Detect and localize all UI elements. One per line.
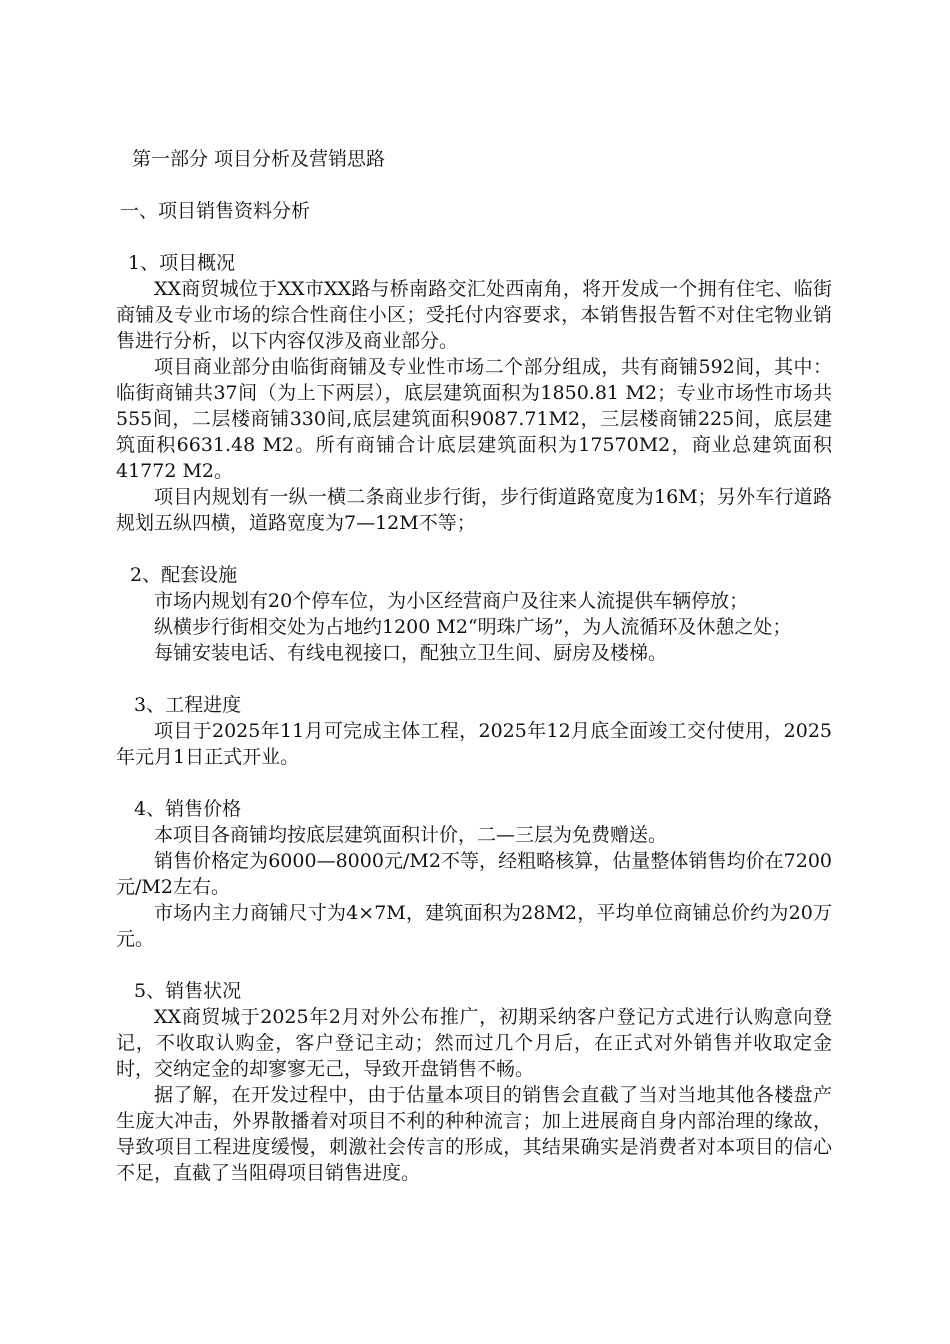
subsection-title: 2、配套设施 — [130, 564, 238, 586]
part-title: 第一部分 项目分析及营销思路 — [132, 148, 386, 170]
spacer — [116, 770, 832, 796]
paragraph: 市场内规划有20个停车位，为小区经营商户及往来人流提供车辆停放； — [154, 590, 749, 612]
section-sales-status — [116, 978, 832, 1186]
spacer — [116, 952, 832, 978]
paragraph: 销售价格定为6000—8000元/M2不等，经粗略核算，估量整体销售均价在7200元/M2左右。 — [116, 850, 832, 898]
spacer — [116, 666, 832, 692]
subsection-title: 1、项目概况 — [128, 252, 236, 274]
paragraph: XX商贸城位于XX市XX路与桥南路交汇处西南角，将开发成一个拥有住宅、临街商铺及专业市场的综合性商住小区；受托付内容要求，本销售报告暂不对住宅物业销售进行分析，以下内容仅涉及商业部分。 — [116, 278, 832, 352]
paragraph: 市场内主力商铺尺寸为4×7M，建筑面积为28M2，平均单位商铺总价约为20万元。 — [116, 902, 832, 950]
paragraph: 项目于2025年11月可完成主体工程，2025年12月底全面竣工交付使用，2025年元月1日正式开业。 — [116, 720, 832, 768]
paragraph: 项目商业部分由临街商铺及专业性市场二个部分组成，共有商铺592间，其中：临街商铺共37间（为上下两层），底层建筑面积为1850.81 M2；专业市场性市场共555间，二层楼商铺330间,底层建筑面积9087.71M2，三层楼商铺225间，底层建筑面积6631.48 M2。所有商铺合计底层建筑面积为17570M2，商业总建筑面积41772 M2。 — [116, 356, 832, 482]
section-facilities — [116, 562, 832, 666]
section-title: 一、项目销售资料分析 — [120, 200, 311, 222]
paragraph: 据了解，在开发过程中，由于估量本项目的销售会直截了当对当地其他各楼盘产生庞大冲击，外界散播着对项目不利的种种流言；加上进展商自身内部治理的缘故，导致项目工程进度缓慢，刺激社会传言的形成，其结果确实是消费者对本项目的信心不足，直截了当阻碍项目销售进度。 — [116, 1084, 832, 1184]
subsection-title: 5、销售状况 — [134, 980, 242, 1002]
paragraph: 本项目各商铺均按底层建筑面积计价，二—三层为免费赠送。 — [154, 824, 668, 846]
paragraph: XX商贸城于2025年2月对外公布推广，初期采纳客户登记方式进行认购意向登记，不收取认购金，客户登记主动；然而过几个月后，在正式对外销售并收取定金时，交纳定金的却寥寥无己，导致开盘销售不畅。 — [116, 1006, 832, 1080]
spacer — [116, 536, 832, 562]
paragraph: 项目内规划有一纵一横二条商业步行街，步行街道路宽度为16M；另外车行道路规划五纵四横，道路宽度为7—12M不等； — [116, 486, 832, 534]
paragraph: 每铺安装电话、有线电视接口，配独立卫生间、厨房及楼梯。 — [154, 642, 668, 664]
section-construction-progress — [116, 692, 832, 770]
section-sales-price — [116, 796, 832, 952]
subsection-title: 3、工程进度 — [134, 694, 242, 716]
section-project-overview — [116, 250, 832, 536]
subsection-title: 4、销售价格 — [134, 798, 242, 820]
paragraph: 纵横步行街相交处为占地约1200 M2“明珠广场”，为人流循环及休憩之处； — [154, 616, 792, 638]
